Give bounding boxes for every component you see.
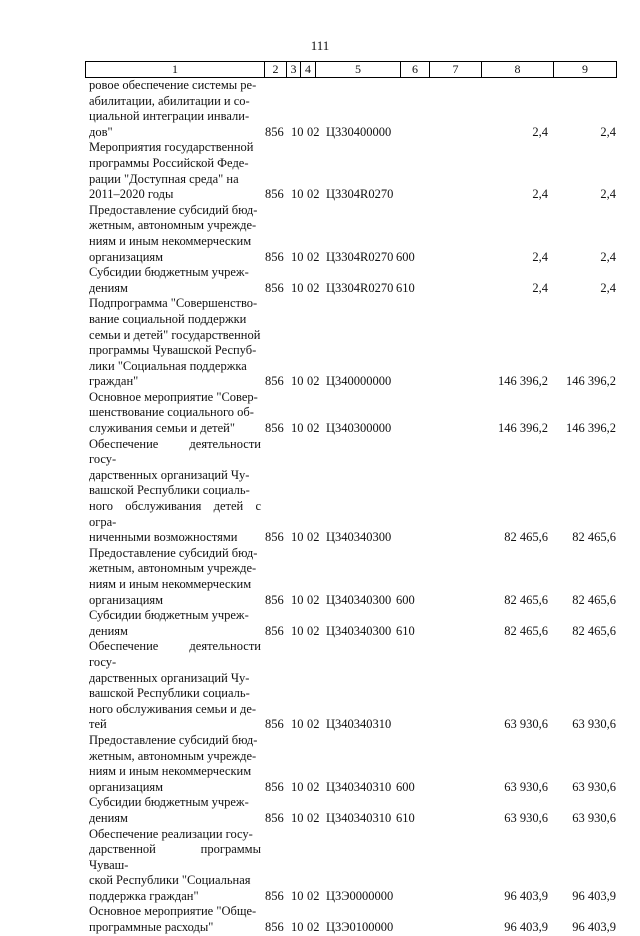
ministry-code: 856 — [265, 280, 284, 295]
description-line: Обеспечение деятельности госу- — [89, 436, 261, 467]
amount-col-9: 96 403,9 — [572, 920, 616, 935]
ministry-code: 856 — [265, 888, 284, 903]
target-article-code: Ц340340310 — [326, 779, 392, 794]
amount-col-8: 82 465,6 — [504, 530, 548, 545]
description-line: Субсидии бюджетным учреж- — [89, 608, 249, 623]
target-article-code: Ц340340300 — [326, 530, 392, 545]
description-line: программы Российской Феде- — [89, 155, 249, 170]
row-codes — [0, 717, 640, 733]
header-col-9: 9 — [553, 62, 617, 77]
subsection-code: 02 — [307, 888, 320, 903]
subsection-code: 02 — [307, 187, 320, 202]
subsection-code: 02 — [307, 779, 320, 794]
amount-col-8: 96 403,9 — [504, 888, 548, 903]
table-row — [0, 827, 640, 905]
description-line: Подпрограмма "Совершенство- — [89, 296, 258, 311]
row-codes — [0, 530, 640, 546]
description-line: дарственных организаций Чу- — [89, 670, 250, 685]
ministry-code: 856 — [265, 920, 284, 935]
subsection-code: 02 — [307, 124, 320, 139]
row-codes — [0, 889, 640, 905]
description-line: Субсидии бюджетным учреж- — [89, 265, 249, 280]
header-col-4: 4 — [300, 62, 315, 77]
table-body — [0, 78, 640, 936]
section-code: 10 — [291, 124, 304, 139]
target-article-code: Ц330400000 — [326, 124, 392, 139]
amount-col-8: 146 396,2 — [498, 421, 548, 436]
amount-col-9: 82 465,6 — [572, 592, 616, 607]
target-article-code: Ц3304R0270 — [326, 187, 394, 202]
ministry-code: 856 — [265, 124, 284, 139]
amount-col-8: 82 465,6 — [504, 623, 548, 638]
expense-type-code: 600 — [396, 779, 415, 794]
description-line: ниям и иным некоммерческим — [89, 577, 252, 591]
header-col-6: 6 — [400, 62, 429, 77]
ministry-code: 856 — [265, 717, 284, 732]
table-row — [0, 639, 640, 733]
description-line: ниченными возможностями — [89, 530, 238, 545]
description-line: вание социальной поддержки — [89, 311, 247, 326]
section-code: 10 — [291, 530, 304, 545]
expense-type-code: 610 — [396, 623, 415, 638]
description-line: организациям — [89, 779, 164, 794]
ministry-code: 856 — [265, 530, 284, 545]
row-codes — [0, 780, 640, 796]
row-codes — [0, 624, 640, 640]
table-header — [85, 61, 617, 78]
description-line: Мероприятия государственной — [89, 140, 254, 155]
amount-col-9: 2,4 — [600, 124, 616, 139]
amount-col-8: 2,4 — [532, 124, 548, 139]
subsection-code: 02 — [307, 280, 320, 295]
description-line: дениям — [89, 810, 128, 825]
subsection-code: 02 — [307, 249, 320, 264]
subsection-code: 02 — [307, 374, 320, 389]
description-line: поддержка граждан" — [89, 888, 199, 903]
table-row — [0, 608, 640, 639]
description-line: программные расходы" — [89, 920, 214, 935]
row-codes — [0, 250, 640, 266]
description-line: программы Чувашской Респуб- — [89, 343, 257, 358]
subsection-code: 02 — [307, 592, 320, 607]
amount-col-8: 2,4 — [532, 187, 548, 202]
amount-col-8: 63 930,6 — [504, 717, 548, 732]
description-line: жетным, автономным учрежде- — [89, 561, 257, 576]
table-row — [0, 140, 640, 202]
description-line: вашской Республики социаль- — [89, 483, 250, 498]
description-line: дов" — [89, 124, 113, 139]
subsection-code: 02 — [307, 920, 320, 935]
target-article-code: Ц340340310 — [326, 717, 392, 732]
section-code: 10 — [291, 810, 304, 825]
amount-col-9: 63 930,6 — [572, 717, 616, 732]
target-article-code: Ц3Э0000000 — [326, 888, 394, 903]
expense-type-code: 600 — [396, 249, 415, 264]
description-line: Предоставление субсидий бюд- — [89, 732, 258, 747]
description-line: дениям — [89, 623, 128, 638]
target-article-code: Ц3Э0100000 — [326, 920, 394, 935]
subsection-code: 02 — [307, 530, 320, 545]
description-line: лики "Социальная поддержка — [89, 358, 247, 373]
section-code: 10 — [291, 187, 304, 202]
table-row — [0, 390, 640, 437]
header-col-5: 5 — [315, 62, 400, 77]
amount-col-9: 2,4 — [600, 280, 616, 295]
ministry-code: 856 — [265, 374, 284, 389]
table-row — [0, 437, 640, 546]
amount-col-8: 146 396,2 — [498, 374, 548, 389]
expense-type-code: 610 — [396, 280, 415, 295]
ministry-code: 856 — [265, 779, 284, 794]
amount-col-8: 2,4 — [532, 249, 548, 264]
description-line: ской Республики "Социальная — [89, 873, 251, 888]
table-row — [0, 78, 640, 140]
section-code: 10 — [291, 779, 304, 794]
section-code: 10 — [291, 374, 304, 389]
amount-col-9: 146 396,2 — [566, 374, 616, 389]
description-line: служивания семьи и детей" — [89, 421, 235, 436]
description-line: ниям и иным некоммерческим — [89, 233, 252, 248]
row-codes — [0, 811, 640, 827]
row-codes — [0, 374, 640, 390]
target-article-code: Ц3304R0270 — [326, 249, 394, 264]
expense-type-code: 600 — [396, 592, 415, 607]
section-code: 10 — [291, 249, 304, 264]
ministry-code: 856 — [265, 592, 284, 607]
amount-col-9: 63 930,6 — [572, 810, 616, 825]
expense-type-code: 610 — [396, 810, 415, 825]
description-line: 2011–2020 годы — [89, 187, 174, 202]
table-row — [0, 546, 640, 608]
table-row — [0, 296, 640, 390]
subsection-code: 02 — [307, 810, 320, 825]
description-line: Обеспечение деятельности госу- — [89, 639, 261, 669]
description-line: тей — [89, 717, 107, 732]
description-line: организациям — [89, 249, 164, 264]
amount-col-8: 82 465,6 — [504, 592, 548, 607]
page-number: 111 — [310, 38, 330, 53]
table-row — [0, 795, 640, 826]
description-line: Предоставление субсидий бюд- — [89, 545, 258, 560]
description-line: ного обслуживания семьи и де- — [89, 701, 257, 716]
subsection-code: 02 — [307, 717, 320, 732]
row-codes — [0, 281, 640, 297]
section-code: 10 — [291, 717, 304, 732]
amount-col-9: 2,4 — [600, 187, 616, 202]
header-col-1: 1 — [85, 62, 264, 77]
ministry-code: 856 — [265, 187, 284, 202]
description-line: абилитации, абилитации и со- — [89, 93, 250, 108]
amount-col-8: 63 930,6 — [504, 810, 548, 825]
description-line: Основное мероприятие "Совер- — [89, 389, 258, 404]
description-line: Обеспечение реализации госу- — [89, 826, 253, 841]
amount-col-9: 96 403,9 — [572, 888, 616, 903]
description-line: жетным, автономным учрежде- — [89, 748, 257, 763]
description-line: дарственной программы Чуваш- — [89, 842, 261, 872]
description-line: ного обслуживания детей с огра- — [89, 499, 261, 529]
description-line: дениям — [89, 280, 128, 295]
header-col-7: 7 — [429, 62, 481, 77]
table-row — [0, 265, 640, 296]
header-col-3: 3 — [286, 62, 300, 77]
description-line: ниям и иным некоммерческим — [89, 764, 252, 779]
row-codes — [0, 187, 640, 203]
description-line: циальной интеграции инвали- — [89, 109, 250, 124]
ministry-code: 856 — [265, 810, 284, 825]
subsection-code: 02 — [307, 623, 320, 638]
target-article-code: Ц340340300 — [326, 592, 392, 607]
description-line: Предоставление субсидий бюд- — [89, 202, 258, 217]
section-code: 10 — [291, 888, 304, 903]
description-line: рации "Доступная среда" на — [89, 171, 239, 186]
description-line: организациям — [89, 592, 164, 607]
amount-col-9: 82 465,6 — [572, 623, 616, 638]
description-line: вашской Республики социаль- — [89, 686, 250, 701]
ministry-code: 856 — [265, 249, 284, 264]
section-code: 10 — [291, 623, 304, 638]
target-article-code: Ц340000000 — [326, 374, 392, 389]
target-article-code: Ц340340300 — [326, 623, 392, 638]
description-line: Основное мероприятие "Обще- — [89, 904, 257, 919]
amount-col-8: 63 930,6 — [504, 779, 548, 794]
target-article-code: Ц340340310 — [326, 810, 392, 825]
target-article-code: Ц3304R0270 — [326, 280, 394, 295]
amount-col-8: 2,4 — [532, 280, 548, 295]
amount-col-9: 2,4 — [600, 249, 616, 264]
row-codes — [0, 920, 640, 936]
row-codes — [0, 421, 640, 437]
description-line: граждан" — [89, 374, 139, 389]
row-codes — [0, 125, 640, 141]
section-code: 10 — [291, 920, 304, 935]
description-line: дарственных организаций Чу- — [89, 467, 250, 482]
subsection-code: 02 — [307, 421, 320, 436]
header-col-8: 8 — [481, 62, 553, 77]
description-line: Субсидии бюджетным учреж- — [89, 795, 249, 810]
description-line: ровое обеспечение системы ре- — [89, 78, 257, 92]
ministry-code: 856 — [265, 421, 284, 436]
amount-col-8: 96 403,9 — [504, 920, 548, 935]
ministry-code: 856 — [265, 623, 284, 638]
description-line: семьи и детей" государственной — [89, 327, 261, 342]
table-row — [0, 904, 640, 935]
section-code: 10 — [291, 592, 304, 607]
amount-col-9: 82 465,6 — [572, 530, 616, 545]
section-code: 10 — [291, 280, 304, 295]
row-codes — [0, 593, 640, 609]
description-line: шенствование социального об- — [89, 405, 254, 420]
description-line: жетным, автономным учрежде- — [89, 218, 257, 233]
amount-col-9: 63 930,6 — [572, 779, 616, 794]
section-code: 10 — [291, 421, 304, 436]
amount-col-9: 146 396,2 — [566, 421, 616, 436]
target-article-code: Ц340300000 — [326, 421, 392, 436]
table-row — [0, 733, 640, 795]
header-col-2: 2 — [264, 62, 286, 77]
table-row — [0, 203, 640, 265]
